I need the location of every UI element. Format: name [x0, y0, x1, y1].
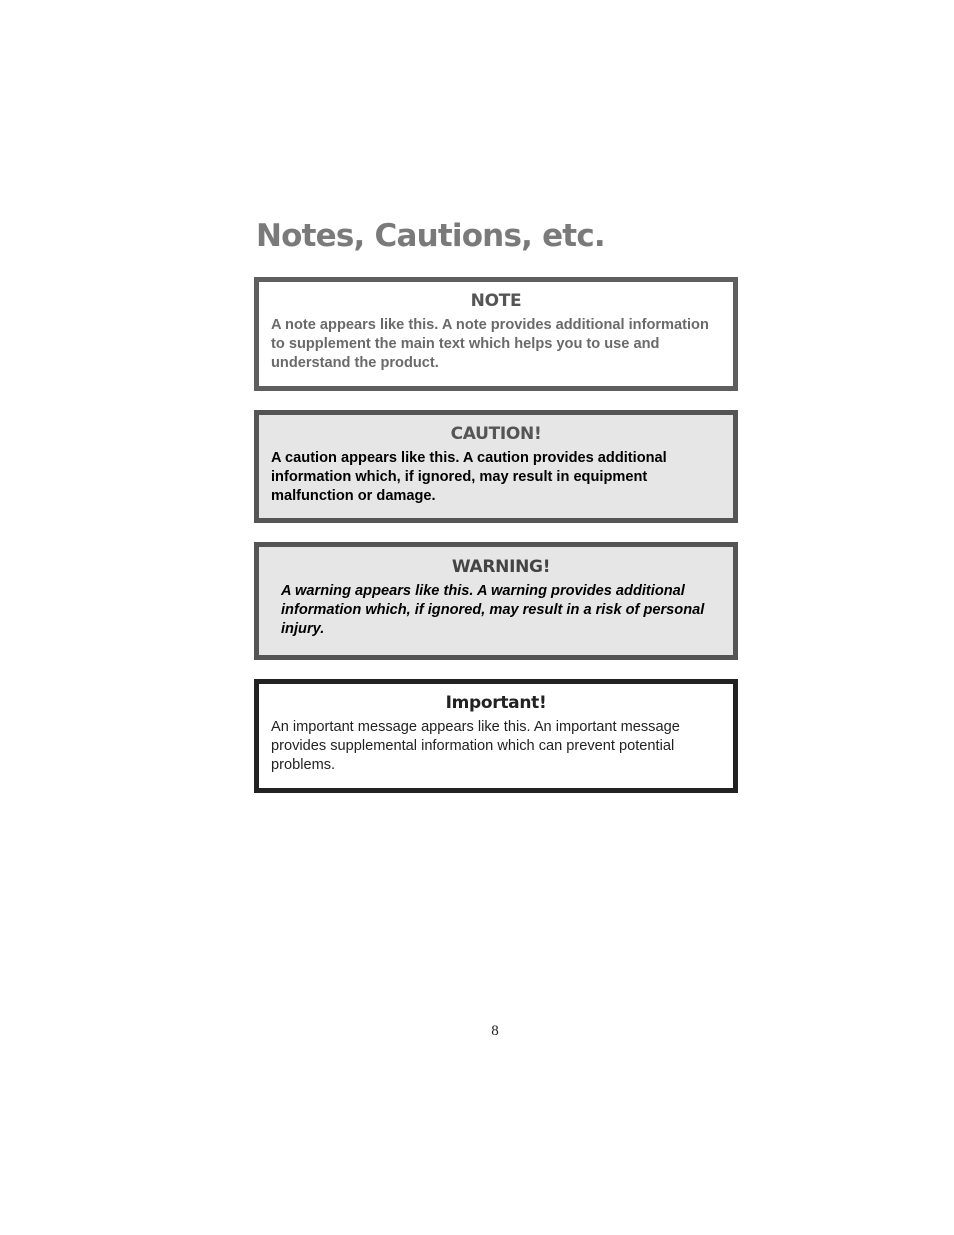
note-body: A note appears like this. A note provides additional information to supplement the main text which helps you to use and understand the product. [271, 317, 709, 371]
important-body: An important message appears like this. An important message provides supplemental information which can prevent potential problems. [271, 719, 680, 773]
warning-heading: WARNING! [451, 557, 551, 577]
page-number: 8 [491, 1023, 499, 1039]
note-heading: NOTE [470, 291, 522, 311]
page-title: Notes, Cautions, etc. [256, 218, 605, 254]
warning-body: A warning appears like this. A warning provides additional information which, if ignored, may result in a risk of personal injury. [281, 583, 705, 637]
note-box [254, 277, 738, 391]
caution-box [254, 410, 738, 523]
warning-box [254, 542, 738, 660]
caution-body: A caution appears like this. A caution provides additional information which, if ignored, may result in equipment malfunction or damage. [271, 450, 667, 504]
important-box [254, 679, 738, 793]
important-heading: Important! [445, 693, 547, 713]
caution-heading: CAUTION! [450, 424, 542, 444]
